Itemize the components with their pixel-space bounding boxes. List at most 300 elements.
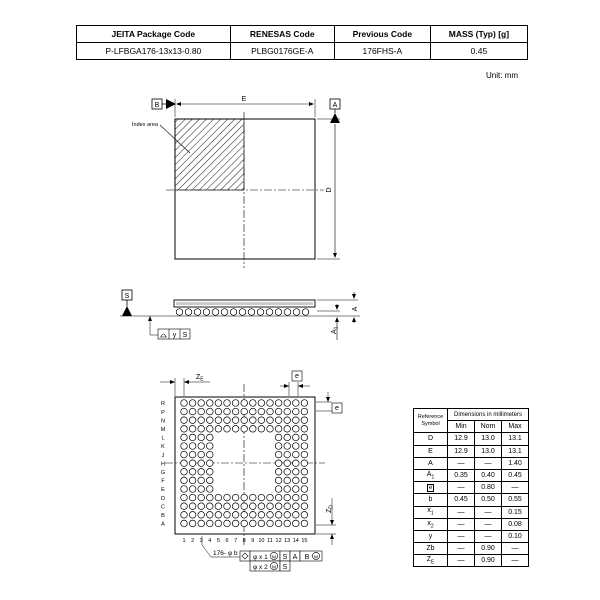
dim-nom: — [475,506,502,518]
ball [293,469,300,476]
ball [215,512,222,519]
ball [241,426,248,433]
dim-nom: 13.0 [475,433,502,445]
row-label: R [161,401,165,408]
ball [301,477,308,484]
ball [250,512,257,519]
col-label: 4 [208,538,212,544]
col-label: 11 [267,538,273,544]
value-previous: 176FHS-A [334,43,430,60]
ball [198,408,205,415]
dim-symbol: E [414,445,448,457]
ball [284,512,291,519]
dim-rows [414,433,529,567]
ball [258,512,265,519]
ball [275,408,282,415]
ball [284,451,291,458]
dim-max: — [502,555,529,567]
ball [284,443,291,450]
ball [198,503,205,510]
datum-a-label: A [332,102,338,109]
ball [293,477,300,484]
fcf-row1-datum-a: A [292,554,298,561]
ball [198,434,205,441]
dim-nom: 0.50 [475,494,502,506]
ball [293,434,300,441]
col-label: 9 [251,538,255,544]
ball [301,408,308,415]
header-mass: MASS (Typ) [g] [430,26,527,43]
ball [301,494,308,501]
ball [301,451,308,458]
dim-max: 0.08 [502,518,529,530]
ball [250,494,257,501]
ball [189,417,196,424]
dim-min: — [448,518,475,530]
ball [224,426,231,433]
side-view [120,290,360,340]
dim-row [414,530,529,542]
dim-row [414,543,529,555]
ball [198,520,205,527]
side-ball [302,309,309,316]
ball [198,494,205,501]
ball [293,417,300,424]
dim-row [414,494,529,506]
dim-a1-label: $A_1$ [331,326,340,334]
header-jeita: JEITA Package Code [77,26,231,43]
row-label: B [161,513,165,519]
dim-nom: 0.90 [475,555,502,567]
ball [275,443,282,450]
ball [301,520,308,527]
ball [224,417,231,424]
col-label: 6 [225,538,229,544]
dim-symbol: $x_1$ [414,506,448,518]
ball [267,494,274,501]
side-ball [194,309,201,316]
ball [181,494,188,501]
ball [301,503,308,510]
side-ball [293,309,300,316]
dim-row [414,433,529,445]
ball [189,469,196,476]
top-view [132,96,340,268]
ball [275,486,282,493]
ball [181,417,188,424]
ball [275,512,282,519]
dim-max: — [502,482,529,494]
ball [215,503,222,510]
row-label: F [161,478,165,485]
ball [189,443,196,450]
fcf-row2-datum-s: S [282,564,288,571]
ball [215,417,222,424]
ball [215,520,222,527]
bottom-view [160,371,342,571]
ball [241,512,248,519]
svg-text:M: M [314,555,318,561]
datum-b-triangle [166,99,176,109]
ball [293,520,300,527]
side-ball [239,309,246,316]
side-ball [185,309,192,316]
ball [250,400,257,407]
ball [267,408,274,415]
ball [284,434,291,441]
dim-mm-header: Dimensions in millimeters [448,409,529,421]
dim-ze-label: $Z_E$ [196,374,204,383]
ball [198,469,205,476]
ball [181,503,188,510]
ball [181,443,188,450]
dimensions-table [413,408,529,567]
ball [284,494,291,501]
dim-max: 0.45 [502,469,529,481]
ball [275,477,282,484]
ball [189,400,196,407]
ball [232,494,239,501]
ball [293,426,300,433]
ball [241,503,248,510]
dim-min: — [448,457,475,469]
ball [258,503,265,510]
ball [189,451,196,458]
ball [250,417,257,424]
ball [181,426,188,433]
ball [207,477,214,484]
row-label: N [161,418,165,425]
col-label: 2 [191,538,195,544]
col-label: 10 [258,538,265,544]
ball [181,469,188,476]
dim-min: — [448,482,475,494]
col-label: 14 [292,538,299,544]
dim-nom: 0.80 [475,482,502,494]
row-label: G [160,470,166,476]
dim-a-label: A [352,306,359,312]
ball [284,400,291,407]
ball [241,494,248,501]
datum-s-label: S [124,293,130,300]
ball [250,408,257,415]
ball [181,520,188,527]
ball [275,494,282,501]
ball [293,503,300,510]
ball [224,494,231,501]
ball [301,512,308,519]
ball [293,443,300,450]
ball [198,512,205,519]
ball [284,486,291,493]
ball [215,408,222,415]
side-ball [266,309,273,316]
col-label: 8 [242,538,246,544]
ball [189,434,196,441]
dim-max: 13.1 [502,433,529,445]
ball [284,417,291,424]
ball [232,417,239,424]
ball [258,408,265,415]
header-previous: Previous Code [334,26,430,43]
col-label: 5 [216,538,220,544]
row-label: C [161,504,165,511]
ball [258,417,265,424]
ball [181,408,188,415]
flatness-tol: y [172,332,177,339]
ball [293,494,300,501]
ball [207,408,214,415]
ball [198,426,205,433]
index-area [175,119,244,190]
index-area-label: Index area [132,122,158,128]
dim-e-pitch-label: e [295,373,299,380]
ball [181,451,188,458]
ball [267,426,274,433]
ball [181,512,188,519]
dim-zd-label: $Z_D$ [326,505,335,513]
ball [293,512,300,519]
ball [284,503,291,510]
ball [301,417,308,424]
header-renesas: RENESAS Code [230,26,334,43]
side-ball [176,309,183,316]
dim-row [414,457,529,469]
ball [207,469,214,476]
ball [215,400,222,407]
side-ball [203,309,210,316]
row-label: E [161,487,165,494]
row-label: H [161,461,165,468]
nom-header: Nom [475,421,502,433]
flatness-datum: S [182,332,188,339]
ball [198,443,205,450]
ball [189,503,196,510]
ball [207,434,214,441]
ball [189,494,196,501]
side-ball [212,309,219,316]
ball [284,460,291,467]
ball-count-label: 176- φ b [213,550,238,557]
ball [301,460,308,467]
ball [275,400,282,407]
ball [275,520,282,527]
dim-e-label: E [241,96,247,103]
position-tolerance-frame [240,551,322,571]
dim-nom: 0.90 [475,543,502,555]
dim-row [414,555,529,567]
ball [181,434,188,441]
dim-min: 12.9 [448,433,475,445]
dim-symbol: A [414,457,448,469]
dim-max: 13.1 [502,445,529,457]
ball [181,460,188,467]
ball [232,408,239,415]
ball [207,460,214,467]
ball [198,486,205,493]
datum-a-triangle [330,113,340,123]
ball [284,520,291,527]
dim-min: — [448,555,475,567]
ball [284,469,291,476]
datum-s-triangle [122,306,132,316]
ball [293,486,300,493]
col-label: 3 [199,538,203,544]
ball [215,426,222,433]
ball [198,460,205,467]
ball-grid [181,400,308,527]
ball [215,494,222,501]
ball [258,400,265,407]
row-label: M [160,427,166,433]
datum-b-label: B [154,102,160,109]
dim-max: 0.10 [502,530,529,542]
fcf-row1-datum-s: S [282,554,288,561]
ball [284,477,291,484]
row-label: P [161,409,165,416]
dim-symbol: $Z_E$ [414,555,448,567]
dim-symbol: y [414,530,448,542]
ball [189,512,196,519]
ball [189,477,196,484]
fcf-row1-datum-b: B [304,554,310,561]
col-label: 1 [182,538,186,544]
ball [293,451,300,458]
ball [301,426,308,433]
dim-e-pitch-right-label: e [335,405,339,412]
ball [258,520,265,527]
row-label: A [161,521,165,528]
ball [293,408,300,415]
svg-text:M: M [272,565,276,571]
dim-row [414,469,529,481]
ball [232,503,239,510]
col-label: 13 [284,538,291,544]
fcf-row1-tol: φ x 1 [253,554,268,561]
side-ball [257,309,264,316]
dim-max: 0.15 [502,506,529,518]
dim-max: 1.40 [502,457,529,469]
svg-text:M: M [272,555,276,561]
dim-min: — [448,543,475,555]
ball [198,451,205,458]
ball [293,400,300,407]
dim-nom: — [475,530,502,542]
ball [250,520,257,527]
ball [241,417,248,424]
ball [250,426,257,433]
col-label: 15 [301,538,308,544]
side-ball [284,309,291,316]
dim-nom: 13.0 [475,445,502,457]
dim-symbol: $A_1$ [414,469,448,481]
ball [258,426,265,433]
dim-header-row [414,409,529,421]
ball [267,520,274,527]
fcf-row2-tol: φ x 2 [253,564,268,571]
ball [198,477,205,484]
ball [275,503,282,510]
ball [241,408,248,415]
ball [207,443,214,450]
ball [181,400,188,407]
ball [301,443,308,450]
value-renesas: PLBG0176GE-A [230,43,334,60]
ball [267,512,274,519]
max-header: Max [502,421,529,433]
ref-symbol-header: Reference Symbol [414,409,448,433]
ball [207,400,214,407]
dim-symbol: D [414,433,448,445]
ball [207,512,214,519]
ball [301,434,308,441]
ball [198,400,205,407]
dim-max: — [502,543,529,555]
min-header: Min [448,421,475,433]
col-labels [182,538,307,544]
ball [275,451,282,458]
dim-row [414,518,529,530]
ball [301,400,308,407]
dim-min: — [448,530,475,542]
dim-max: 0.55 [502,494,529,506]
ball [181,486,188,493]
ball [258,494,265,501]
ball [224,520,231,527]
ball [267,417,274,424]
side-ball [248,309,255,316]
ball [284,408,291,415]
dim-row [414,482,529,494]
ball [301,486,308,493]
side-balls [176,309,309,316]
row-label: J [161,452,165,459]
dim-symbol: b [414,494,448,506]
dim-min: 12.9 [448,445,475,457]
row-label: L [161,435,165,442]
ball [293,460,300,467]
side-ball [221,309,228,316]
ball [198,417,205,424]
row-labels [161,401,166,527]
dim-symbol: e [414,482,448,494]
ball [207,426,214,433]
ball [284,426,291,433]
ball [232,512,239,519]
ball [207,417,214,424]
ball [189,460,196,467]
dim-nom: 0.40 [475,469,502,481]
value-jeita: P-LFBGA176-13x13-0.80 [77,43,231,60]
col-label: 12 [275,538,282,544]
ball [207,494,214,501]
dim-min: 0.45 [448,494,475,506]
ball [224,512,231,519]
ball [207,486,214,493]
ball [241,400,248,407]
ball [267,503,274,510]
ball [232,400,239,407]
value-mass: 0.45 [430,43,527,60]
ball [224,408,231,415]
ball [189,408,196,415]
ball [207,451,214,458]
dim-symbol: Zb [414,543,448,555]
ball [224,503,231,510]
ball [189,426,196,433]
ball [301,469,308,476]
ball [250,503,257,510]
